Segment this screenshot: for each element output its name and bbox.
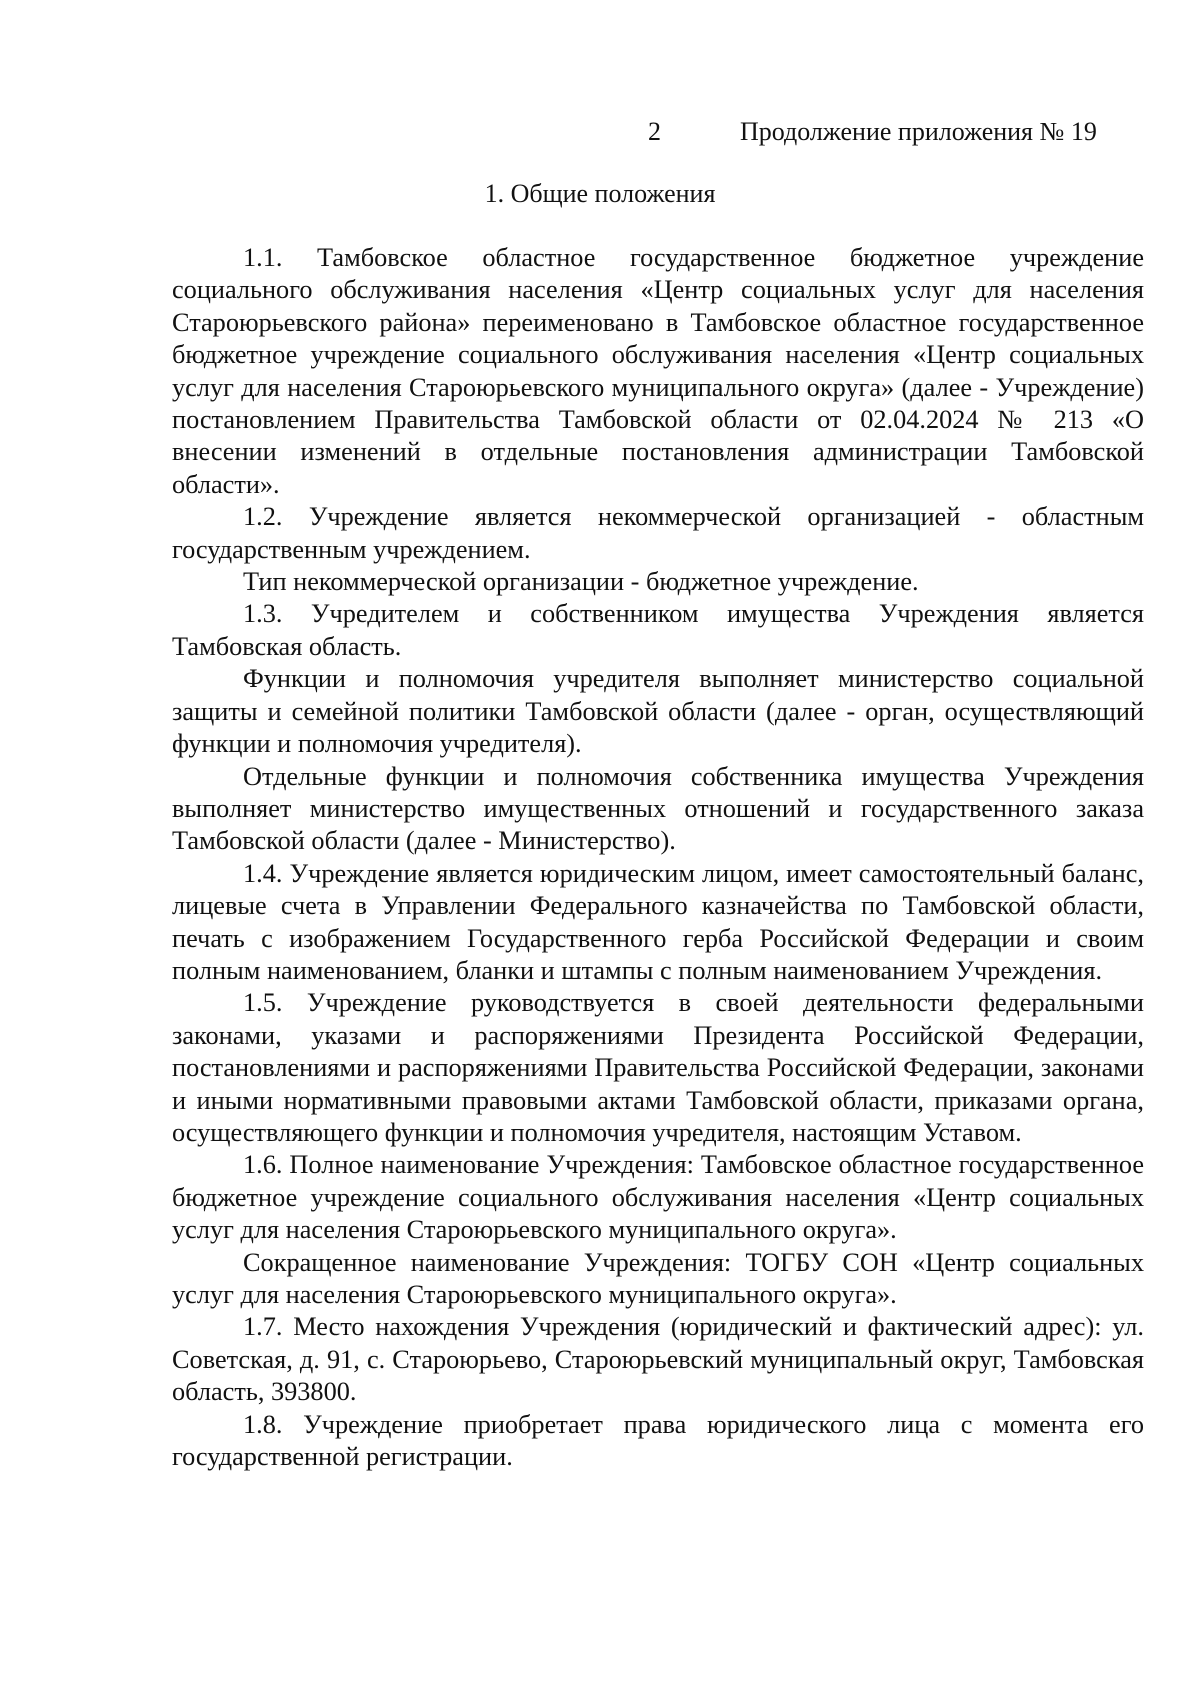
paragraph-organization-type: Тип некоммерческой организации - бюджетное учреждение.	[243, 567, 919, 597]
section-title: 1. Общие положения	[484, 179, 716, 208]
page-number: 2	[648, 117, 661, 146]
paragraph-short-name: Сокращенное наименование Учреждения: ТОГБУ СОН «Центр социальных услуг для населения Староюрьевского муниципального округа».	[172, 1247, 1144, 1309]
paragraph-1-3: 1.3. Учредителем и собственником имущества Учреждения является Тамбовская область.	[172, 599, 1144, 661]
paragraph-1-1: 1.1. Тамбовское областное государственное бюджетное учреждение социального обслуживания населения «Центр социальных услуг для населения Староюрьевского района» переименовано в Тамбовское областное государственное бюджетное учреждение социального обслуживания населения «Центр социальных услуг для населения Староюрьевского муниципального округа» (далее - Учреждение) постановлением Правительства Тамбовской области от 02.04.2024 № 213 «О внесении изменений в отдельные постановления администрации Тамбовской области».	[172, 243, 1144, 499]
appendix-continuation-note: Продолжение приложения № 19	[740, 117, 1097, 146]
paragraph-1-7: 1.7. Место нахождения Учреждения (юридический и фактический адрес): ул. Советская, д. 91, с. Староюрьево, Староюрьевский муниципальный округ, Тамбовская область, 393800.	[172, 1312, 1144, 1407]
paragraph-1-5: 1.5. Учреждение руководствуется в своей деятельности федеральными законами, указами и распоряжениями Президента Российской Федерации, постановлениями и распоряжениями Правительства Российской Федерации, законами и иными нормативными правовыми актами Тамбовской области, приказами органа, осуществляющего функции и полномочия учредителя, настоящим Уставом.	[172, 988, 1144, 1147]
document-body	[172, 242, 1144, 1473]
paragraph-founder-functions: Функции и полномочия учредителя выполняет министерство социальной защиты и семейной политики Тамбовской области (далее - орган, осуществляющий функции и полномочия учредителя).	[172, 664, 1144, 759]
paragraph-owner-functions: Отдельные функции и полномочия собственника имущества Учреждения выполняет министерство имущественных отношений и государственного заказа Тамбовской области (далее - Министерство).	[172, 761, 1144, 856]
paragraph-1-8: 1.8. Учреждение приобретает права юридического лица с момента его государственной регистрации.	[172, 1409, 1144, 1472]
paragraph-1-2: 1.2. Учреждение является некоммерческой организацией - областным государственным учреждением.	[172, 502, 1144, 564]
paragraph-1-6: 1.6. Полное наименование Учреждения: Тамбовское областное государственное бюджетное учреждение социального обслуживания населения «Центр социальных услуг для населения Староюрьевского муниципального округа».	[172, 1150, 1144, 1245]
paragraph-1-4: 1.4. Учреждение является юридическим лицом, имеет самостоятельный баланс, лицевые счета в Управлении Федерального казначейства по Тамбовской области, печать с изображением Государственного герба Российской Федерации и своим полным наименованием, бланки и штампы с полным наименованием Учреждения.	[172, 858, 1144, 985]
